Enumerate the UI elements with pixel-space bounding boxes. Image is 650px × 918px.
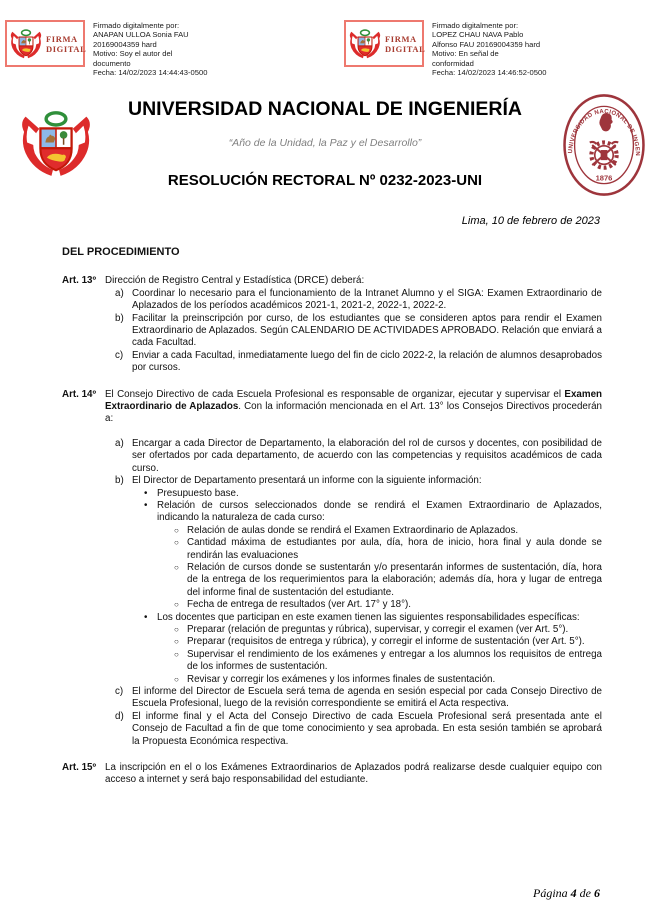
- list-item-text: Encargar a cada Director de Departamento, la elaboración del rol de cursos y docentes, con posibilidad de ser ofertados por cada departamento, de acuerdo con las competencias y requisitos académicos de cada curso.: [132, 437, 602, 474]
- sub-bullet-marker: ○: [174, 649, 179, 659]
- list-item-text: Facilitar la preinscripción por curso, de los estudiantes que se consideren aptos para rendir el Examen Extraordinario de Aplazados. Según CALENDARIO DE ACTIVIDADES APROBADO. Relación que enviará a cada Facultad.: [132, 312, 602, 349]
- article-14-body: [105, 389, 602, 748]
- list-item-text: Coordinar lo necesario para el funcionamiento de la Intranet Alumno y el SIGA: Examen Extraordinario de Aplazados de los períodos académicos 2021-1, 2021-2, 2022-1, 2022-2.: [132, 287, 602, 312]
- peru-coat-of-arms: [18, 96, 94, 192]
- stamp-word-firma: FIRMA: [46, 33, 78, 44]
- sub-bullet-item: [174, 599, 602, 611]
- intro-bold-text: Examen Extraordinario de Aplazados: [105, 388, 602, 413]
- sub-bullet-marker: ○: [174, 538, 179, 548]
- signature-line: Motivo: En señal de: [432, 49, 499, 59]
- signature-line: LOPEZ CHAU NAVA Pablo: [432, 30, 524, 40]
- sub-bullet-item: [174, 537, 602, 562]
- section-title: DEL PROCEDIMIENTO: [62, 246, 180, 258]
- sub-bullet-marker: ○: [174, 637, 179, 647]
- uni-seal: [562, 92, 646, 198]
- list-marker: c): [115, 686, 124, 697]
- bullet-item: [144, 488, 602, 500]
- list-marker: b): [115, 312, 124, 324]
- bullet-item: [144, 612, 602, 686]
- article-15-body: La inscripción en el o los Exámenes Extraordinarios de Aplazados podrá realizarse desde cualquier equipo con acceso a internet y será bajo responsabilidad del estudiante.: [105, 762, 602, 786]
- date-line: Lima, 10 de febrero de 2023: [461, 215, 600, 227]
- document-header: [0, 92, 650, 202]
- list-item-d: [115, 711, 602, 748]
- page-current: 4: [570, 886, 577, 900]
- article-13-body: [105, 275, 602, 374]
- sub-bullet-item: [174, 636, 602, 648]
- bullet-marker: •: [144, 611, 148, 623]
- list-item-b-body: [132, 475, 602, 686]
- list-item-c: [115, 350, 602, 375]
- sub-bullet-marker: ○: [174, 674, 179, 684]
- sub-bullet-item: [174, 624, 602, 636]
- sub-bullet-text: Relación de cursos donde se sustentarán y/o presentarán informes de sustentación, día, hora de la entrega de los requerimientos para la elaboración; además día, hora y lugar de entrega del informe final de sustentación del estudiante.: [187, 561, 602, 598]
- list-marker: d): [115, 710, 124, 722]
- article-13-intro: Dirección de Registro Central y Estadística (DRCE) deberá:: [105, 275, 365, 287]
- bullet-body: [157, 612, 602, 686]
- document-body: [62, 246, 602, 801]
- sub-bullet-item: [174, 649, 602, 674]
- sub-bullet-marker: ○: [174, 624, 179, 634]
- sub-bullet-item: [174, 674, 602, 686]
- sub-bullet-text: Preparar (requisitos de entrega y rúbrica), y corregir el informe de sustentación (ver Art. 5°).: [187, 636, 585, 648]
- firma-digital-stamp-right: [344, 20, 424, 67]
- list-item-a: [115, 288, 602, 313]
- stamp-word-firma: FIRMA: [385, 33, 417, 44]
- list-item-text: Enviar a cada Facultad, inmediatamente luego del fin de ciclo 2022-2, la relación de alumnos desaprobados por cursos.: [132, 349, 602, 374]
- firma-digital-label: [385, 34, 425, 54]
- signature-line: Firmado digitalmente por:: [432, 21, 519, 30]
- list-item-text: El informe final y el Acta del Consejo Directivo de cada Escuela Profesional será presentada ante el Consejo de Facultad a fin de que tome conocimiento y sea aprobada. En esta sesión también se aprobará la Propuesta Económica respectiva.: [132, 710, 602, 747]
- year-motto: “Año de la Unidad, la Paz y el Desarrollo”: [228, 137, 422, 149]
- signature-line: Alfonso FAU 20169004359 hard: [432, 39, 541, 49]
- list-marker: c): [115, 349, 124, 361]
- sub-bullet-text: Fecha de entrega de resultados (ver Art. 17° y 18°).: [187, 599, 412, 611]
- peru-coat-of-arms-icon: [348, 24, 382, 64]
- sub-bullet-item: [174, 525, 602, 537]
- bullet-text: Relación de cursos seleccionados donde se rendirá el Examen Extraordinario de Aplazados, indicando la naturaleza de cada curso:: [157, 499, 602, 524]
- signature-line: Firmado digitalmente por:: [93, 21, 180, 30]
- list-marker: a): [115, 437, 124, 449]
- page-number: [533, 886, 600, 901]
- list-marker: a): [115, 287, 124, 299]
- list-item-c: [115, 686, 602, 711]
- list-item-b: [115, 475, 602, 686]
- university-name: UNIVERSIDAD NACIONAL DE INGENIERÍA: [127, 98, 522, 120]
- signature-line: Motivo: Soy el autor del: [93, 49, 173, 59]
- intro-text: El Consejo Directivo de cada Escuela Profesional es responsable de organizar, ejecutar y supervisar el: [105, 388, 565, 400]
- firma-digital-stamp-left: [5, 20, 85, 67]
- bullet-text: Los docentes que participan en este examen tienen las siguientes responsabilidades específicas:: [157, 611, 580, 623]
- stamp-word-digital: DIGITAL: [385, 43, 426, 54]
- signature-text-left: [93, 20, 207, 77]
- article-15: [62, 762, 602, 787]
- list-item-text: El informe del Director de Escuela será tema de agenda en sesión especial por cada Consejo Directivo de Escuela Profesional, luego de la revisión correspondiente se emitirá el Acta respectiva.: [132, 686, 602, 710]
- article-15-label: Art. 15º: [62, 762, 97, 774]
- signature-line: conformidad: [432, 58, 474, 68]
- spacer: [105, 426, 602, 438]
- peru-coat-of-arms-icon: [9, 24, 43, 64]
- bullet-marker: •: [144, 487, 148, 499]
- intro-text: . Con la información mencionada en el Art. 13° los Consejos Directivos procederán a:: [105, 401, 603, 425]
- page-of-label: de: [579, 886, 591, 900]
- list-marker: b): [115, 475, 124, 487]
- sub-bullet-text: Supervisar el rendimiento de los exámenes y entregar a los alumnos los requisitos de entrega de los informes de sustentación.: [187, 648, 602, 673]
- sub-bullet-text: Revisar y corregir los exámenes y los informes finales de sustentación.: [187, 673, 496, 685]
- stamp-word-digital: DIGITAL: [46, 43, 87, 54]
- article-14-label: Art. 14º: [62, 388, 97, 400]
- article-13-label: Art. 13º: [62, 275, 97, 287]
- signature-line: Fecha: 14/02/2023 14:46:52-0500: [432, 68, 547, 78]
- resolution-title: RESOLUCIÓN RECTORAL Nº 0232-2023-UNI: [167, 172, 483, 189]
- bullet-body: [157, 500, 602, 612]
- sub-bullet-marker: ○: [174, 562, 179, 572]
- bullet-marker: •: [144, 499, 148, 511]
- list-item-a: [115, 438, 602, 475]
- signature-line: Fecha: 14/02/2023 14:44:43-0500: [93, 68, 208, 78]
- list-item-b: [115, 313, 602, 350]
- sub-bullet-item: [174, 562, 602, 599]
- bullet-text: Presupuesto base.: [157, 487, 239, 499]
- bullet-item: [144, 500, 602, 612]
- sub-bullet-text: Preparar (relación de preguntas y rúbrica), supervisar, y corregir el examen (ver Art. 5°).: [187, 623, 569, 635]
- list-item-text: El Director de Departamento presentará un informe con la siguiente información:: [132, 475, 482, 487]
- page-total: 6: [594, 886, 600, 900]
- signature-block-left: [5, 20, 207, 77]
- signature-line: 20169004359 hard: [93, 39, 157, 49]
- signature-line: documento: [93, 58, 131, 68]
- sub-bullet-text: Cantidad máxima de estudiantes por aula, día, hora de inicio, hora final y aula donde se rendirán las evaluaciones: [187, 537, 602, 561]
- sub-bullet-marker: ○: [174, 525, 179, 535]
- sub-bullet-marker: ○: [174, 600, 179, 610]
- article-14-intro: [105, 389, 602, 426]
- firma-digital-label: [46, 34, 86, 54]
- article-13: [62, 275, 602, 374]
- page-label: Página: [533, 886, 568, 900]
- signature-text-right: [432, 20, 546, 77]
- sub-bullet-text: Relación de aulas donde se rendirá el Examen Extraordinario de Aplazados.: [187, 524, 519, 536]
- signature-line: ANAPAN ULLOA Sonia FAU: [93, 30, 189, 40]
- article-14: [62, 389, 602, 748]
- header-text: [100, 98, 550, 189]
- signature-block-right: [344, 20, 546, 77]
